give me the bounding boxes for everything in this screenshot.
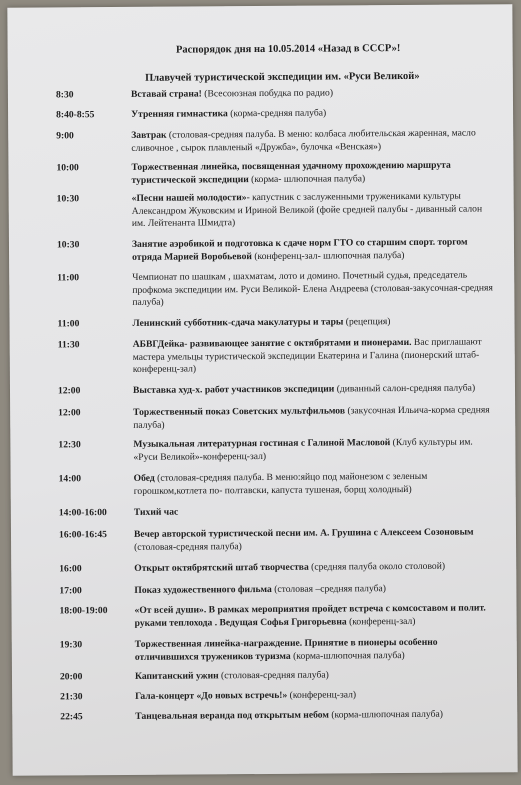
row-title: Гала-концерт «До новых встречь!» — [135, 689, 288, 702]
row-desc — [131, 159, 495, 187]
row-desc — [131, 127, 495, 155]
row-details: (Всесоюзная побудка по радио) — [201, 87, 334, 100]
schedule-row — [56, 190, 496, 229]
row-time: 22:45 — [60, 711, 83, 723]
row-title: Торжественная линейка-награждение. Принятие в пионеры особенно отличившихся тружеников туризма — [134, 636, 438, 663]
row-title: Вставай страна! — [130, 88, 202, 100]
row-time: 18:00-19:00 — [59, 605, 108, 617]
schedule-row — [56, 236, 496, 263]
row-title: «Песни нашей молодости» — [131, 192, 247, 204]
row-time: 16:00-16:45 — [58, 529, 108, 541]
row-desc — [132, 269, 496, 309]
row-title: Ленинский субботник-сдача макулатуры и тары — [132, 316, 344, 329]
row-desc — [133, 382, 497, 397]
row-title: Музыкальная литературная гостиная с Галиной Масловой — [133, 437, 391, 450]
schedule-row — [59, 582, 498, 597]
schedule-row — [58, 526, 498, 553]
row-details: (конференц-зал- шлюпочная палуба) — [251, 249, 405, 262]
schedule-title: Распорядок дня на 10.05.2014 «Назад в СССР»! — [175, 43, 401, 56]
schedule-row — [58, 470, 498, 497]
row-desc — [134, 582, 498, 597]
schedule-row — [58, 404, 497, 431]
row-details: (закусочная Ильича-корма средняя палуба) — [133, 404, 490, 431]
row-details: (диванный салон-средняя палуба) — [334, 382, 476, 395]
schedule-row — [60, 708, 499, 723]
row-desc — [132, 190, 496, 230]
row-desc — [131, 106, 495, 121]
schedule-row — [58, 436, 497, 463]
row-details: (конференц-зал) — [346, 615, 416, 627]
row-time: 9:00 — [56, 130, 74, 142]
row-title: Капитанский ужин — [134, 670, 219, 682]
row-details: (столовая –средняя палуба) — [271, 583, 386, 595]
row-details: (рецепция) — [343, 316, 391, 328]
row-details: (Клуб культуры им. «Руси Великой»-конференц-зал) — [133, 436, 473, 463]
row-desc — [134, 560, 498, 575]
row-time: 8:30 — [55, 89, 74, 101]
schedule-row — [55, 86, 495, 101]
row-title: Танцевальная веранда под открытым небом — [135, 709, 329, 722]
row-desc — [135, 708, 499, 723]
row-details: (корма- шлюпочная палуба) — [248, 172, 366, 185]
row-desc — [132, 315, 496, 330]
row-time: 8:40-8:55 — [56, 109, 95, 121]
schedule-row — [59, 636, 499, 663]
row-time: 12:00 — [57, 385, 81, 397]
row-time: 21:30 — [60, 691, 83, 703]
row-details: Чемпионат по шашкам , шахматам, лото и домино. Почетный судья, председатель профкома экспедиции им. Руси Великой- Елена Андреева (столовая-закусочная-средняя палуба) — [132, 269, 493, 308]
row-title: Завтрак — [131, 129, 167, 141]
row-time: 11:00 — [57, 272, 80, 284]
schedule-row — [57, 269, 496, 308]
row-details: (столовая-средняя палуба) — [218, 669, 329, 682]
row-time: 11:00 — [57, 318, 80, 330]
row-desc — [131, 86, 495, 101]
row-time: 20:00 — [59, 671, 83, 683]
schedule-row — [57, 382, 497, 397]
row-time: 19:30 — [59, 639, 83, 651]
row-desc — [134, 470, 498, 498]
row-title: Утренняя гимнастика — [131, 108, 228, 120]
row-details: (столовая-средняя палуба. В меню:яйцо под майонезом с зеленым горошком,котлета по- полтавски, капуста тушеная, борщ холодный) — [133, 470, 428, 497]
row-desc — [135, 636, 499, 664]
row-desc — [135, 688, 499, 703]
row-details: (корма-шлюпочная палуба) — [328, 708, 443, 721]
row-title: Показ художественного фильма — [134, 583, 272, 596]
row-time: 16:00 — [59, 563, 82, 575]
row-desc — [135, 668, 499, 683]
row-time: 11:30 — [57, 339, 80, 351]
schedule-row — [59, 602, 498, 629]
row-desc — [132, 236, 496, 264]
row-time: 14:00 — [58, 473, 82, 485]
row-time: 17:00 — [59, 585, 82, 597]
row-desc — [133, 436, 497, 464]
schedule-sheet — [7, 4, 517, 776]
row-desc — [134, 526, 498, 554]
row-title: Открыт октябрятский штаб творчества — [134, 561, 309, 574]
row-time: 10:30 — [56, 193, 80, 205]
row-details: (столовая-средняя палуба) — [134, 540, 242, 553]
row-details: - капустник с заслуженными тружениками культуры Александром Жуковским и Ириной Великой (фойе средней палубы - диванный салон им. Лейтенанта Шмидта) — [131, 190, 483, 229]
row-details: (корма-шлюпочная палуба) — [290, 649, 405, 662]
row-time: 14:00-16:00 — [58, 507, 107, 519]
schedule-row — [56, 106, 495, 121]
row-time: 10:30 — [56, 239, 80, 251]
schedule-row — [57, 315, 496, 330]
row-title: Вечер авторской туристической песни им. А. Грушина с Алексеем Созоновым — [133, 526, 474, 540]
row-details: Вас приглашают мастера умельцы туристической экспедиции Екатерина и Галина (пионерский штаб-конференц-зал) — [132, 336, 482, 375]
schedule-row — [57, 336, 497, 375]
row-details: (конференц-зал) — [287, 689, 357, 701]
row-title: Торжественная линейка, посвященная удачному прохождению маршрута туристической экспедиции — [131, 159, 451, 186]
schedule-row — [58, 504, 498, 519]
row-title: Тихий час — [133, 506, 179, 518]
row-desc — [133, 336, 497, 376]
row-title: Занятие аэробикой и подготовка к сдаче норм ГТО со старшим спорт. торгом отряда Марией Воробьевой — [131, 236, 468, 263]
schedule-row — [59, 560, 498, 575]
row-title: АБВГДейка- развивающее занятие с октябрятами и пионерами. — [132, 336, 412, 350]
row-desc — [134, 602, 498, 630]
row-details: (средняя палуба около столовой) — [308, 560, 446, 573]
row-time: 12:30 — [58, 439, 81, 451]
row-details: (корма-средняя палуба) — [227, 107, 327, 120]
row-details: (столовая-средняя палуба. В меню: колбаса любительская жаренная, масло сливочное , сырок плавленый «Дружба», булочка «Венская») — [131, 127, 476, 154]
row-time: 12:00 — [58, 407, 81, 419]
schedule-row — [56, 127, 495, 154]
row-desc — [133, 404, 497, 432]
schedule-row — [60, 688, 499, 703]
row-title: «От всей души». В рамках мероприятия пройдет встреча с комсоставом и полит. руками теплохода . Ведущая Софья Григорьевна — [134, 602, 486, 629]
row-title: Обед — [133, 472, 155, 484]
row-title: Выставка худ-х. работ участников экспедиции — [132, 383, 335, 396]
row-time: 10:00 — [56, 162, 79, 174]
schedule-subtitle: Плавучей туристической экспедиции им. «Руси Великой» — [145, 70, 420, 84]
schedule-row — [56, 159, 495, 186]
row-desc — [134, 504, 498, 519]
schedule-row — [59, 668, 499, 683]
row-title: Торжественный показ Советских мультфильмов — [133, 405, 346, 418]
